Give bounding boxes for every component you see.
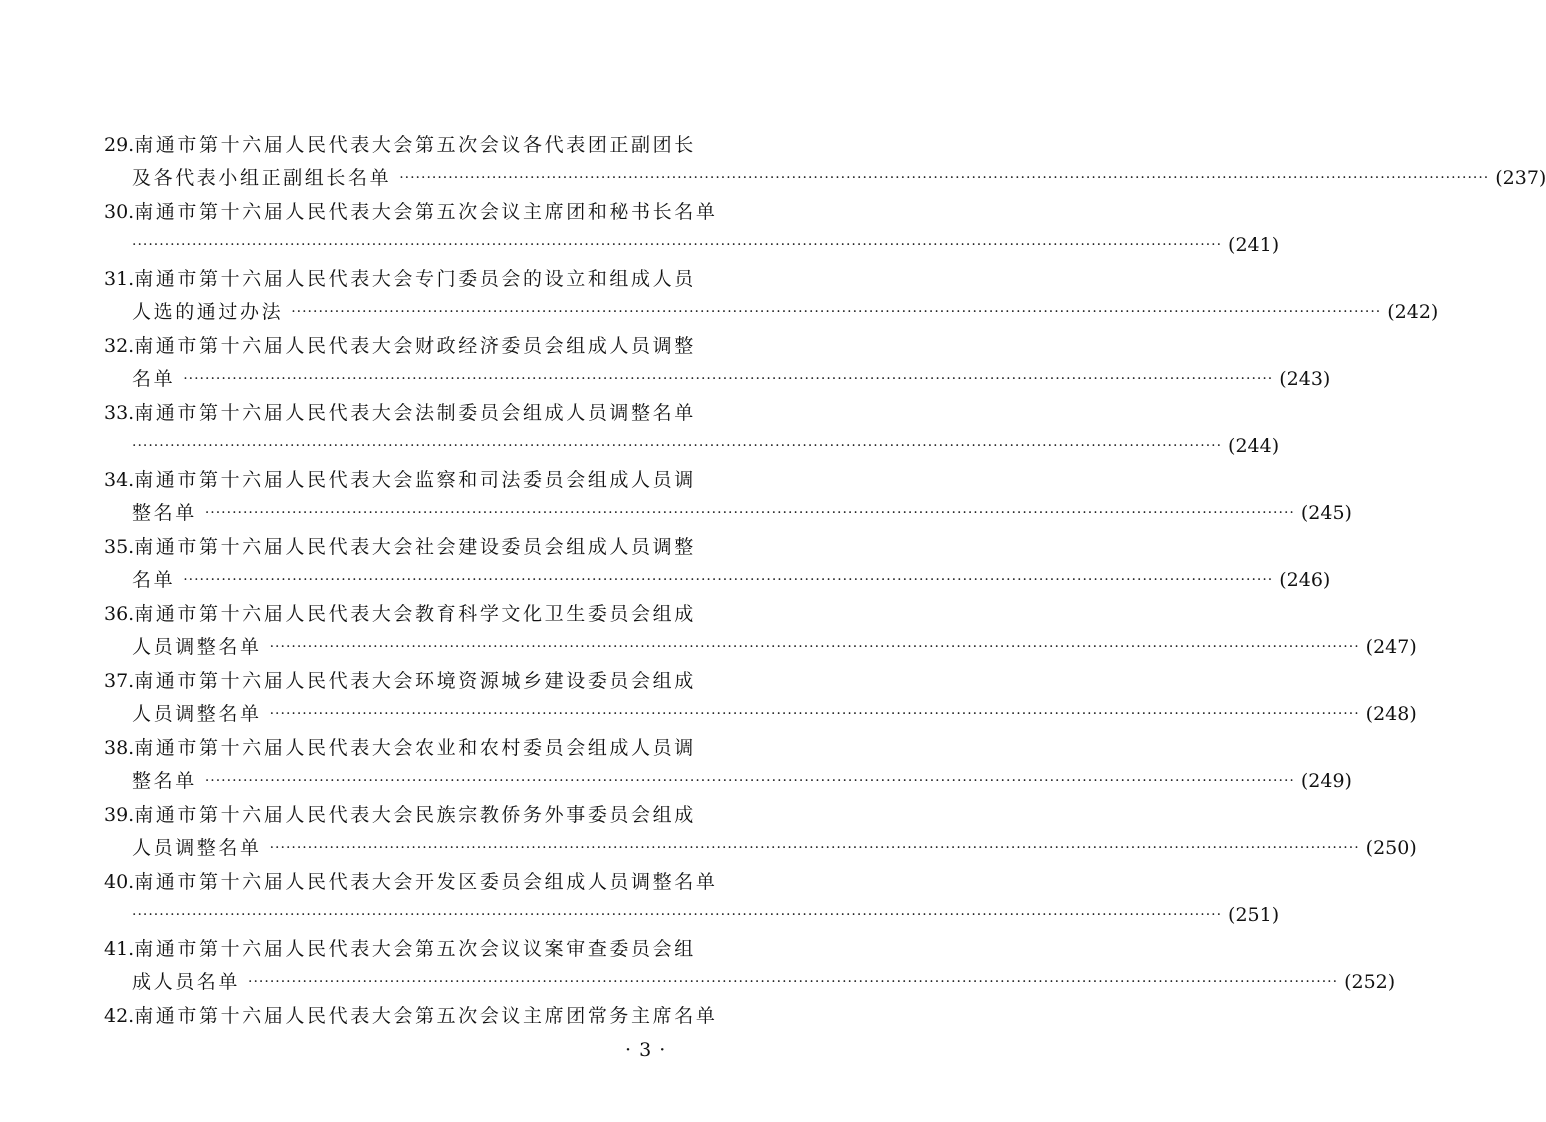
toc-entry	[0, 664, 1417, 731]
toc-entry-title-text: 南通市第十六届人民代表大会第五次会议主席团和秘书长名单	[134, 201, 718, 223]
toc-entry	[0, 597, 1417, 664]
toc-entry-title-continuation: 整名单	[132, 502, 197, 524]
dot-leader: ········································································································································································································	[269, 706, 1360, 722]
toc-entry-title-text: 南通市第十六届人民代表大会第五次会议各代表团正副团长	[134, 134, 696, 156]
toc-entry-title	[104, 333, 696, 359]
toc-entry-title	[104, 735, 696, 761]
toc-entry-title	[104, 534, 696, 560]
toc-entry-title-continuation: 成人员名单	[132, 971, 241, 993]
toc-entry-leader-line	[132, 500, 1352, 526]
toc-entry-number: 29.	[104, 134, 135, 156]
toc-entry-title-continuation: 人员调整名单	[132, 837, 262, 859]
toc-entry	[0, 999, 794, 1066]
toc-entry-title-text: 南通市第十六届人民代表大会环境资源城乡建设委员会组成	[134, 670, 696, 692]
toc-entry-title	[104, 1003, 718, 1029]
toc-entry-title-continuation: 人选的通过办法	[132, 301, 284, 323]
toc-entry-leader-line	[132, 299, 1439, 325]
dot-leader: ········································································································································································································	[183, 371, 1274, 387]
toc-entry-leader-line	[132, 567, 1331, 593]
toc-entry-leader-line	[132, 165, 1546, 191]
toc-entry-leader-line	[132, 701, 1417, 727]
toc-entry-number: 40.	[104, 871, 135, 893]
toc-entry	[0, 262, 1439, 329]
toc-entry-title-continuation: 人员调整名单	[132, 703, 262, 725]
toc-entry-number: 37.	[104, 670, 135, 692]
toc-entry-number: 31.	[104, 268, 135, 290]
toc-entry-number: 35.	[104, 536, 135, 558]
toc-entry-page: (249)	[1300, 770, 1352, 792]
toc-entry-title	[104, 400, 696, 426]
toc-entry-page: (248)	[1365, 703, 1417, 725]
toc-entry	[0, 329, 1331, 396]
toc-entry-page: (243)	[1279, 368, 1331, 390]
dot-leader: ········································································································································································································	[399, 170, 1490, 186]
toc-entry-title-continuation: 名单	[132, 569, 176, 591]
toc-entry-title	[104, 802, 696, 828]
toc-entry-number: 36.	[104, 603, 135, 625]
toc-entry-number: 30.	[104, 201, 135, 223]
toc-entry-title	[104, 869, 718, 895]
toc-entry-number: 39.	[104, 804, 135, 826]
toc-entry-title-text: 南通市第十六届人民代表大会监察和司法委员会组成人员调	[134, 469, 696, 491]
toc-entry-title-text: 南通市第十六届人民代表大会第五次会议议案审查委员会组	[134, 938, 696, 960]
toc-entry-leader-line	[132, 835, 1417, 861]
toc-entry-number: 38.	[104, 737, 135, 759]
toc-entry-page: (244)	[1228, 435, 1280, 457]
toc-entry	[0, 798, 1417, 865]
dot-leader: ········································································································································································································	[183, 572, 1274, 588]
toc-entry	[0, 731, 1352, 798]
toc-entry-title-continuation: 人员调整名单	[132, 636, 262, 658]
toc-entry-page: (237)	[1495, 167, 1546, 189]
toc-entry-title-continuation: 及各代表小组正副组长名单	[132, 167, 392, 189]
toc-entry-title-text: 南通市第十六届人民代表大会社会建设委员会组成人员调整	[134, 536, 696, 558]
toc-entry-title	[104, 668, 696, 694]
toc-entry-page: (241)	[1228, 234, 1280, 256]
toc-entry-number: 34.	[104, 469, 135, 491]
toc-entry-title-text: 南通市第十六届人民代表大会民族宗教侨务外事委员会组成	[134, 804, 696, 826]
toc-entry	[0, 865, 1280, 932]
dot-leader: ········································································································································································································	[204, 505, 1295, 521]
toc-entry-title-text: 南通市第十六届人民代表大会教育科学文化卫生委员会组成	[134, 603, 696, 625]
toc-entry-number: 41.	[104, 938, 135, 960]
dot-leader: ········································································································································································································	[132, 438, 1223, 454]
toc-entry-page: (251)	[1228, 904, 1280, 926]
toc-entry-leader-line	[132, 902, 1280, 928]
toc-entry-title-text: 南通市第十六届人民代表大会第五次会议主席团常务主席名单	[134, 1005, 718, 1027]
toc-entry-leader-line	[132, 768, 1352, 794]
toc-entry-number: 32.	[104, 335, 135, 357]
toc-entry-number: 33.	[104, 402, 135, 424]
dot-leader: ········································································································································································································	[291, 304, 1382, 320]
toc-entry-leader-line	[132, 433, 1280, 459]
toc-entry-title	[104, 266, 696, 292]
toc-entry-title	[104, 467, 696, 493]
toc-entry	[0, 932, 1396, 999]
toc-entry-page: (250)	[1365, 837, 1417, 859]
toc-entry	[0, 396, 1280, 463]
toc-entry-title-continuation: 名单	[132, 368, 176, 390]
table-of-contents	[0, 128, 1546, 1066]
toc-entry-leader-line	[132, 232, 1280, 258]
toc-entry-page: (252)	[1344, 971, 1396, 993]
toc-entry-title	[104, 199, 718, 225]
toc-entry-title-text: 南通市第十六届人民代表大会农业和农村委员会组成人员调	[134, 737, 696, 759]
toc-entry-title-text: 南通市第十六届人民代表大会法制委员会组成人员调整名单	[134, 402, 696, 424]
toc-entry-title	[104, 132, 696, 158]
toc-entry-page: (245)	[1300, 502, 1352, 524]
toc-entry-title-text: 南通市第十六届人民代表大会财政经济委员会组成人员调整	[134, 335, 696, 357]
toc-entry-title-text: 南通市第十六届人民代表大会开发区委员会组成人员调整名单	[134, 871, 718, 893]
dot-leader: ········································································································································································································	[269, 639, 1360, 655]
toc-entry-title	[104, 601, 696, 627]
dot-leader: ········································································································································································································	[204, 773, 1295, 789]
dot-leader: ········································································································································································································	[269, 840, 1360, 856]
toc-entry	[0, 530, 1331, 597]
toc-entry-page: (242)	[1387, 301, 1439, 323]
toc-entry-page: (246)	[1279, 569, 1331, 591]
dot-leader: ········································································································································································································	[248, 974, 1339, 990]
toc-entry	[0, 195, 1280, 262]
toc-entry-title	[104, 936, 696, 962]
toc-entry-leader-line	[132, 634, 1417, 660]
toc-entry	[0, 128, 1546, 195]
toc-entry-title-text: 南通市第十六届人民代表大会专门委员会的设立和组成人员	[134, 268, 696, 290]
dot-leader: ········································································································································································································	[132, 237, 1223, 253]
toc-entry-number: 42.	[104, 1005, 135, 1027]
toc-entry-page: (247)	[1365, 636, 1417, 658]
toc-entry-leader-line	[132, 969, 1396, 995]
toc-entry-leader-line	[132, 366, 1331, 392]
dot-leader: ········································································································································································································	[132, 907, 1223, 923]
toc-entry-title-continuation: 整名单	[132, 770, 197, 792]
toc-entry	[0, 463, 1352, 530]
page-number: · 3 ·	[625, 1039, 667, 1061]
